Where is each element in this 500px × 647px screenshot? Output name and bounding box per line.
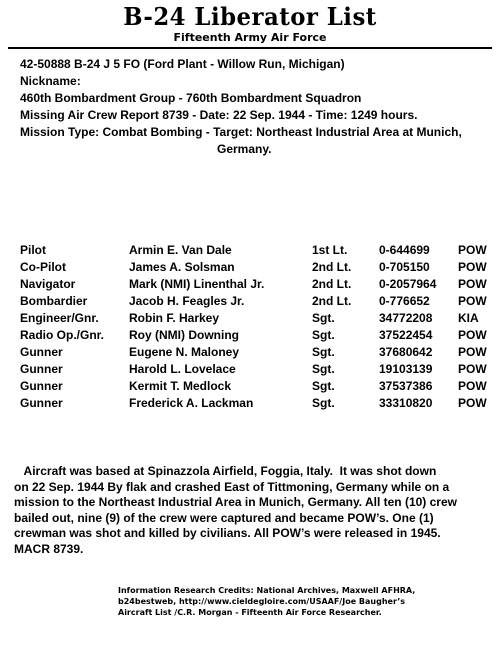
crew-rank: 2nd Lt. (312, 294, 352, 308)
crew-rank: Sgt. (312, 379, 335, 393)
crew-row (0, 344, 500, 361)
crew-serial: 19103139 (379, 362, 433, 376)
crew-position: Gunner (20, 362, 63, 376)
crew-position: Bombardier (20, 294, 88, 308)
crew-row (0, 378, 500, 395)
mission-type-continued: Germany. (217, 142, 272, 156)
narrative-line: crewman was shot and killed by civilians. All POW’s were released in 1945. (14, 526, 441, 541)
crew-row (0, 259, 500, 276)
page-title: B-24 Liberator List (123, 2, 377, 31)
top-divider (8, 47, 492, 49)
crew-rank: Sgt. (312, 311, 335, 325)
crew-row (0, 242, 500, 259)
crew-row (0, 293, 500, 310)
crew-status: POW (458, 396, 487, 410)
crew-name: Armin E. Van Dale (129, 243, 232, 257)
crew-name: James A. Solsman (129, 260, 235, 274)
crew-position: Gunner (20, 345, 63, 359)
aircraft-nickname: Nickname: (20, 74, 81, 88)
research-credits (118, 585, 448, 618)
crew-serial: 37680642 (379, 345, 433, 359)
aircraft-macr: Missing Air Crew Report 8739 - Date: 22 Sep. 1944 - Time: 1249 hours. (20, 108, 418, 122)
aircraft-serial-line: 42-50888 B-24 J 5 FO (Ford Plant - Willow Run, Michigan) (20, 57, 345, 71)
credits-line: Aircraft List /C.R. Morgan - Fifteenth Air Force Researcher. (118, 608, 382, 617)
crew-serial: 0-644699 (379, 243, 430, 257)
crew-rank: Sgt. (312, 362, 335, 376)
crew-serial: 34772208 (379, 311, 433, 325)
mission-narrative (14, 464, 490, 558)
crew-serial: 37537386 (379, 379, 433, 393)
crew-rank: 1st Lt. (312, 243, 348, 257)
crew-status: POW (458, 260, 487, 274)
crew-position: Gunner (20, 379, 63, 393)
crew-rank: Sgt. (312, 328, 335, 342)
crew-name: Robin F. Harkey (129, 311, 220, 325)
page-subtitle: Fifteenth Army Air Force (173, 31, 327, 44)
crew-serial: 0-2057964 (379, 277, 437, 291)
crew-serial: 33310820 (379, 396, 433, 410)
crew-status: POW (458, 243, 487, 257)
crew-status: POW (458, 277, 487, 291)
crew-status: KIA (458, 311, 479, 325)
crew-status: POW (458, 362, 487, 376)
crew-rank: 2nd Lt. (312, 277, 352, 291)
crew-position: Engineer/Gnr. (20, 311, 99, 325)
narrative-line: MACR 8739. (14, 541, 84, 556)
narrative-line: Aircraft was based at Spinazzola Airfield, Foggia, Italy. It was shot down (14, 464, 437, 478)
crew-name: Frederick A. Lackman (129, 396, 254, 410)
crew-name: Harold L. Lovelace (129, 362, 236, 376)
narrative-line: mission to the Northeast Industrial Area in Munich, Germany. All ten (10) crew (14, 495, 457, 510)
crew-row (0, 361, 500, 378)
mission-type: Mission Type: Combat Bombing - Target: Northeast Industrial Area at Munich, (20, 125, 462, 139)
crew-status: POW (458, 328, 487, 342)
crew-position: Pilot (20, 243, 46, 257)
crew-serial: 0-776652 (379, 294, 430, 308)
crew-position: Navigator (20, 277, 76, 291)
crew-serial: 0-705150 (379, 260, 430, 274)
crew-row (0, 276, 500, 293)
crew-row (0, 327, 500, 344)
narrative-line: bailed out, nine (9) of the crew were captured and became POW’s. One (1) (14, 510, 434, 525)
credits-line: b24bestweb, http://www.cieldegloire.com/USAAF/Joe Baugher’s (118, 597, 406, 606)
crew-row (0, 395, 500, 412)
crew-name: Eugene N. Maloney (129, 345, 240, 359)
crew-name: Kermit T. Medlock (129, 379, 232, 393)
credits-line: Information Research Credits: National Archives, Maxwell AFHRA, (118, 586, 416, 595)
crew-row (0, 310, 500, 327)
crew-serial: 37522454 (379, 328, 433, 342)
crew-status: POW (458, 294, 487, 308)
crew-rank: 2nd Lt. (312, 260, 352, 274)
crew-rank: Sgt. (312, 396, 335, 410)
aircraft-group: 460th Bombardment Group - 760th Bombardment Squadron (20, 91, 362, 105)
crew-position: Radio Op./Gnr. (20, 328, 105, 342)
crew-position: Gunner (20, 396, 63, 410)
crew-rank: Sgt. (312, 345, 335, 359)
crew-status: POW (458, 379, 487, 393)
crew-name: Roy (NMI) Downing (129, 328, 239, 342)
crew-position: Co-Pilot (20, 260, 66, 274)
crew-status: POW (458, 345, 487, 359)
narrative-line: on 22 Sep. 1944 By flak and crashed East of Tittmoning, Germany while on a (14, 479, 450, 494)
crew-name: Mark (NMI) Linenthal Jr. (129, 277, 265, 291)
crew-name: Jacob H. Feagles Jr. (129, 294, 245, 308)
